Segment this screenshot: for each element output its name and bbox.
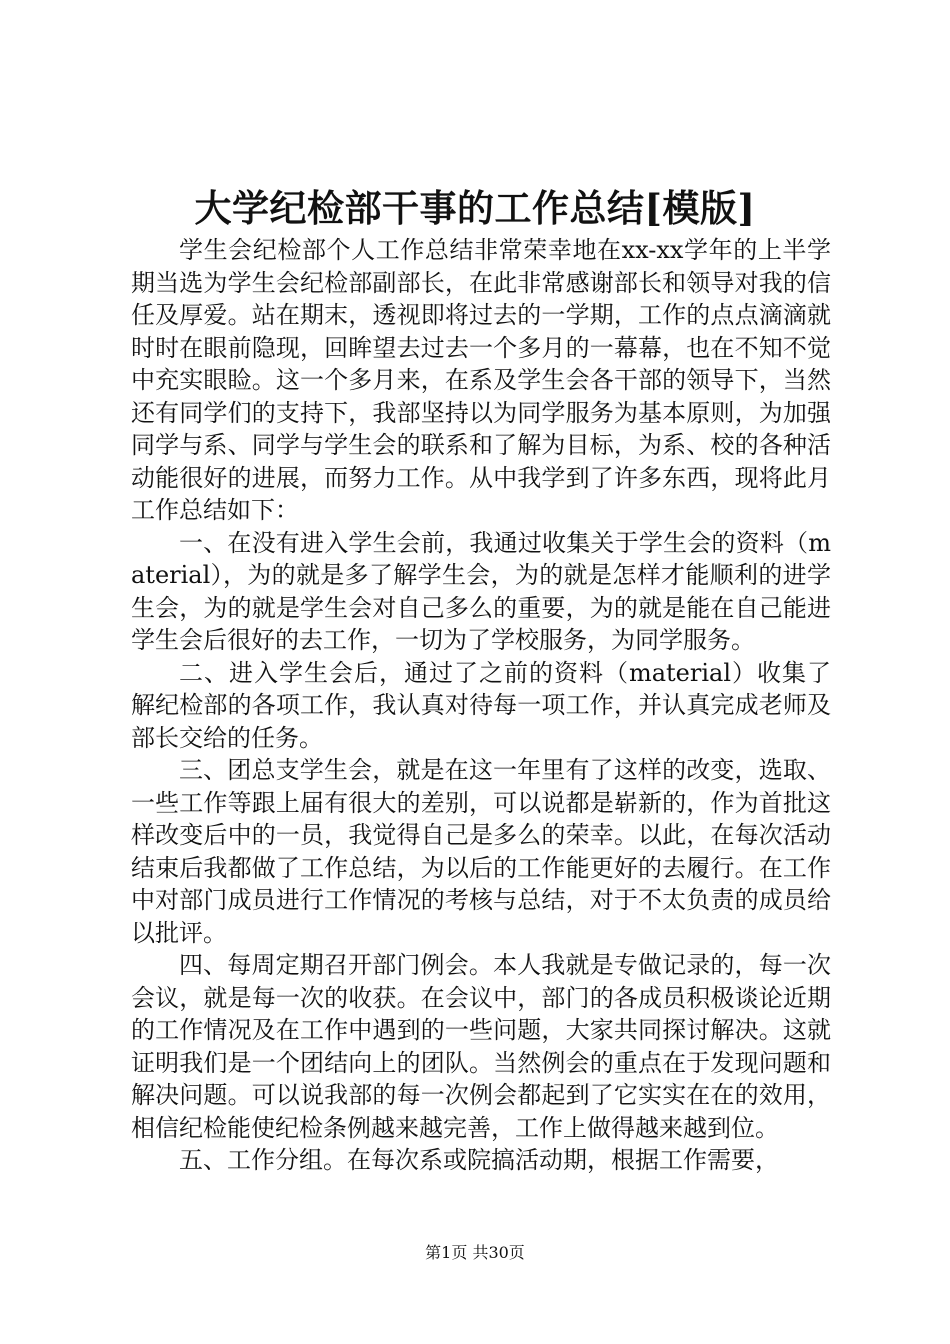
paragraph-section-1: 一、在没有进入学生会前，我通过收集关于学生会的资料（material），为的就是多了解学生会，为的就是怎样才能顺利的进学生会，为的就是学生会对自己多么的重要，为的就是能在自己能进学生会后很好的去工作，一切为了学校服务，为同学服务。 (131, 528, 831, 654)
paragraph-section-2: 二、进入学生会后，通过了之前的资料（material）收集了解纪检部的各项工作，我认真对待每一项工作，并认真完成老师及部长交给的任务。 (131, 658, 831, 752)
document-title: 大学纪检部干事的工作总结[模版] (194, 186, 756, 230)
paragraph-section-3: 三、团总支学生会，就是在这一年里有了这样的改变，选取、一些工作等跟上届有很大的差别，可以说都是崭新的，作为首批这样改变后中的一员，我觉得自己是多么的荣幸。以此，在每次活动结束后我都做了工作总结，为以后的工作能更好的去履行。在工作中对部门成员进行工作情况的考核与总结，对于不太负责的成员给以批评。 (131, 756, 831, 947)
paragraph-section-4: 四、每周定期召开部门例会。本人我就是专做记录的，每一次会议，就是每一次的收获。在会议中，部门的各成员积极谈论近期的工作情况及在工作中遇到的一些问题，大家共同探讨解决。这就证明我们是一个团结向上的团队。当然例会的重点在于发现问题和解决问题。可以说我部的每一次例会都起到了它实实在在的效用，相信纪检能使纪检条例越来越完善，工作上做得越来越到位。 (131, 951, 831, 1142)
paragraph-section-5: 五、工作分组。在每次系或院搞活动期，根据工作需要， (179, 1146, 779, 1174)
document-body (131, 234, 831, 1177)
paragraph-intro: 学生会纪检部个人工作总结非常荣幸地在xx-xx学年的上半学期当选为学生会纪检部副部长，在此非常感谢部长和领导对我的信任及厚爱。站在期末，透视即将过去的一学期，工作的点点滴滴就时时在眼前隐现，回眸望去过去一个多月的一幕幕，也在不知不觉中充实眼睑。这一个多月来，在系及学生会各干部的领导下，当然还有同学们的支持下，我部坚持以为同学服务为基本原则，为加强同学与系、同学与学生会的联系和了解为目标，为系、校的各种活动能很好的进展，而努力工作。从中我学到了许多东西，现将此月工作总结如下： (131, 236, 831, 524)
page-number-footer: 第1页 共30页 (425, 1243, 525, 1262)
